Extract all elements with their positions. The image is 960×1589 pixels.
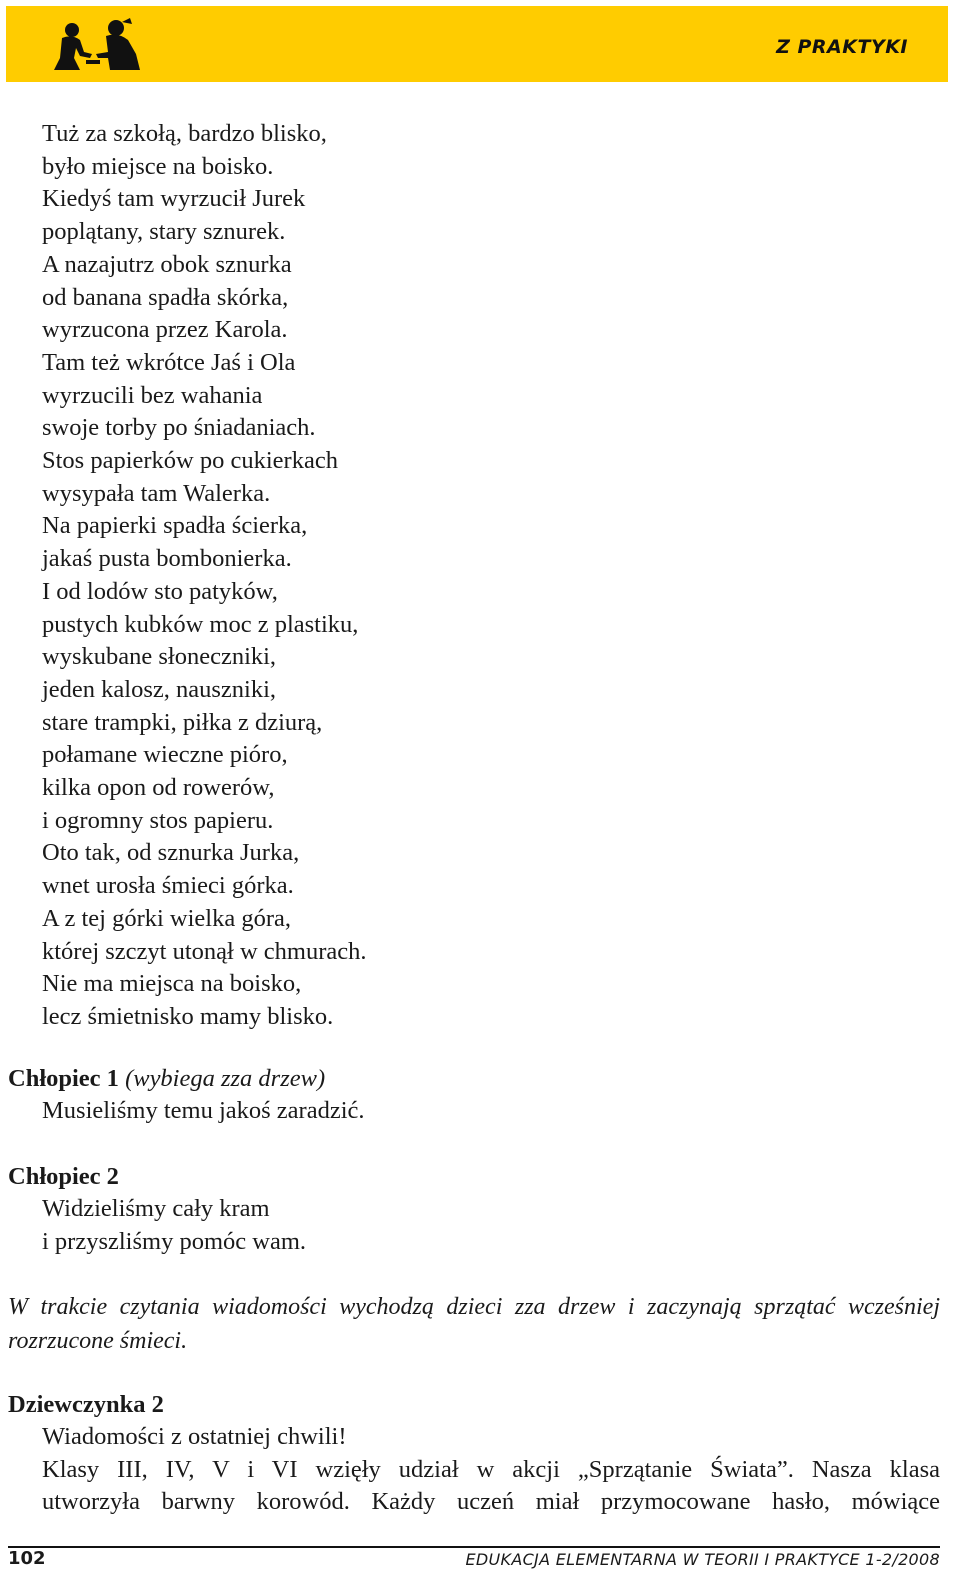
poem-line: wnet urosła śmieci górka. <box>42 872 294 900</box>
speaker-label: Chłopiec 1 <box>8 1065 119 1092</box>
poem-line: jeden kalosz, nauszniki, <box>42 675 277 703</box>
poem-line: Tam też wkrótce Jaś i Ola <box>42 348 296 376</box>
page-header <box>6 6 948 82</box>
boy2-part <box>8 1160 940 1258</box>
poem-line: wysypała tam Walerka. <box>42 479 271 507</box>
poem-line: było miejsce na boisko. <box>42 152 274 180</box>
poem-line: swoje torby po śniadaniach. <box>42 414 316 442</box>
speaker-label: Chłopiec 2 <box>8 1163 119 1190</box>
page-number: 102 <box>8 1548 46 1569</box>
girl2-part <box>8 1388 940 1519</box>
footer-rule <box>8 1546 940 1548</box>
poem-line: wyrzucili bez wahania <box>42 381 263 409</box>
poem-line: Stos papierków po cukierkach <box>42 447 338 475</box>
poem-line: połamane wieczne pióro, <box>42 741 288 769</box>
poem-line: A nazajutrz obok sznurka <box>42 250 292 278</box>
poem-line: I od lodów sto patyków, <box>42 577 278 605</box>
poem-line: Tuż za szkołą, bardzo blisko, <box>42 120 327 147</box>
poem-line: poplątany, stary sznurek. <box>42 218 286 246</box>
poem-line: Na papierki spadła ścierka, <box>42 512 308 540</box>
dialogue-line: Klasy III, IV, V i VI wzięły udział w akcji „Sprzątanie Świata”. Nasza klasa <box>42 1455 940 1483</box>
poem-line: wyskubane słoneczniki, <box>42 643 277 671</box>
stage-note: (wybiega zza drzew) <box>125 1065 326 1092</box>
poem-line: wyrzucona przez Karola. <box>42 316 288 344</box>
poem-line: lecz śmietnisko mamy blisko. <box>42 1002 334 1030</box>
dialogue-line: Widzieliśmy cały kram <box>42 1195 270 1222</box>
poem-line: stare trampki, piłka z dziurą, <box>42 708 323 736</box>
poem-line: A z tej górki wielka góra, <box>42 904 292 932</box>
poem-line: kilka opon od rowerów, <box>42 774 275 802</box>
poem-line: Kiedyś tam wyrzucił Jurek <box>42 185 306 213</box>
stage-direction: W trakcie czytania wiadomości wychodzą dzieci zza drzew i zaczynają sprzątać wcześniej rozrzucone śmieci. <box>8 1294 940 1354</box>
poem-line: Oto tak, od sznurka Jurka, <box>42 839 300 867</box>
poem <box>42 118 367 1034</box>
dialogue-line: i przyszliśmy pomóc wam. <box>42 1227 307 1255</box>
dialogue-line: utworzyła barwny korowód. Każdy uczeń miał przymocowane hasło, mówiące <box>42 1488 940 1515</box>
poem-line: i ogromny stos papieru. <box>42 806 274 834</box>
dialogue-paragraph <box>8 1454 940 1519</box>
dialogue-line: Wiadomości z ostatniej chwili! <box>42 1423 347 1450</box>
speaker-name <box>8 1062 940 1095</box>
poem-line: pustych kubków moc z plastiku, <box>42 610 359 638</box>
poem-line: której szczyt utonął w chmurach. <box>42 937 367 965</box>
children-silhouette-logo <box>50 18 142 72</box>
speaker-label: Dziewczynka 2 <box>8 1391 164 1418</box>
section-label: Z PRAKTYKI <box>776 36 908 58</box>
journal-title: EDUKACJA ELEMENTARNA W TEORII I PRAKTYCE 1-2/2008 <box>465 1550 940 1569</box>
dialogue-line: Musieliśmy temu jakoś zaradzić. <box>42 1097 365 1124</box>
boy1-part <box>8 1062 940 1128</box>
poem-line: od banana spadła skórka, <box>42 283 289 311</box>
poem-line: Nie ma miejsca na boisko, <box>42 970 302 998</box>
poem-line: jakaś pusta bombonierka. <box>42 545 292 573</box>
